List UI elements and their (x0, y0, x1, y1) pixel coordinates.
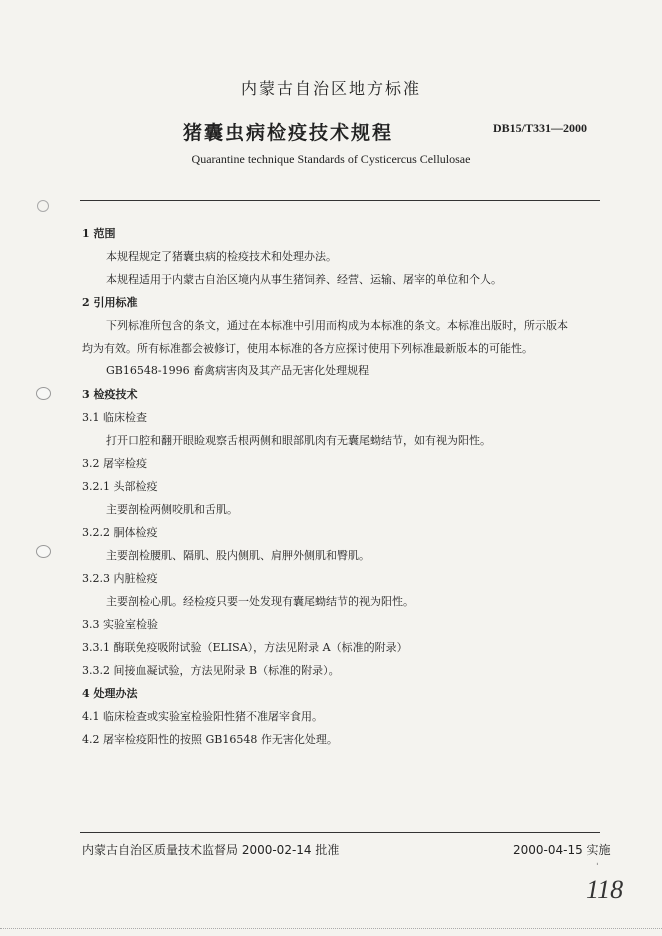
section-3-3-2: 3.3.2 间接血凝试验，方法见附录 B（标准的附录）。 (82, 664, 340, 677)
scan-edge (0, 928, 662, 929)
section-2-heading: 2 引用标准 (82, 296, 138, 309)
section-3-3-1: 3.3.1 酶联免疫吸附试验（ELISA），方法见附录 A（标准的附录） (82, 641, 408, 654)
section-3-2-1-para: 主要剖检两侧咬肌和舌肌。 (106, 503, 238, 516)
section-3-1-heading: 3.1 临床检查 (82, 411, 147, 424)
section-1-para-2: 本规程适用于内蒙古自治区境内从事生猪饲养、经营、运输、屠宰的单位和个人。 (106, 273, 502, 286)
punch-hole (36, 387, 51, 400)
section-1-para-1: 本规程规定了猪囊虫病的检疫技术和处理办法。 (106, 250, 337, 263)
section-4-1: 4.1 临床检查或实验室检验阳性猪不准屠宰食用。 (82, 710, 323, 723)
section-3-2-2-para: 主要剖检腰肌、隔肌、股内侧肌、肩胛外侧肌和臀肌。 (106, 549, 370, 562)
section-4-2: 4.2 屠宰检疫阳性的按照 GB16548 作无害化处理。 (82, 733, 338, 746)
section-3-2-3-heading: 3.2.3 内脏检疫 (82, 572, 158, 585)
section-3-2-3-para: 主要剖检心肌。经检疫只要一处发现有囊尾蚴结节的视为阳性。 (106, 595, 414, 608)
document-title: 猪囊虫病检疫技术规程 (183, 122, 394, 144)
section-2-para-line-1: 下列标准所包含的条文，通过在本标准中引用而构成为本标准的条文。本标准出版时，所示版本 (106, 319, 568, 332)
section-1-heading: 1 范围 (82, 227, 116, 240)
issuing-organization: 内蒙古自治区地方标准 (240, 79, 421, 98)
standard-code: DB15/T331—2000 (493, 121, 588, 135)
punch-hole (36, 545, 51, 558)
approval-line: 内蒙古自治区质量技术监督局 2000-02-14 批准 (82, 843, 340, 857)
section-3-2-heading: 3.2 屠宰检疫 (82, 457, 147, 470)
section-3-heading: 3 检疫技术 (82, 388, 138, 401)
english-subtitle: Quarantine technique Standards of Cysticercus Cellulosae (191, 152, 471, 166)
implementation-date: 2000-04-15 实施 (513, 843, 611, 857)
header-divider (80, 200, 600, 201)
section-4-heading: 4 处理办法 (82, 687, 138, 700)
pencil-tick: ˈ (596, 863, 599, 873)
footer-divider (80, 832, 600, 833)
section-2-para-line-2: 均为有效。所有标准都会被修订，使用本标准的各方应探讨使用下列标准最新版本的可能性。 (82, 342, 533, 355)
section-3-2-2-heading: 3.2.2 胴体检疫 (82, 526, 158, 539)
section-3-3-heading: 3.3 实验室检验 (82, 618, 158, 631)
section-3-2-1-heading: 3.2.1 头部检疫 (82, 480, 158, 493)
section-3-1-para: 打开口腔和翻开眼睑观察舌根两侧和眼部肌肉有无囊尾蚴结节，如有视为阳性。 (106, 434, 491, 447)
section-2-reference: GB16548-1996 畜禽病害肉及其产品无害化处理规程 (106, 364, 370, 377)
handwritten-page-number: 118 (586, 875, 624, 904)
stamp-mark (37, 200, 49, 212)
